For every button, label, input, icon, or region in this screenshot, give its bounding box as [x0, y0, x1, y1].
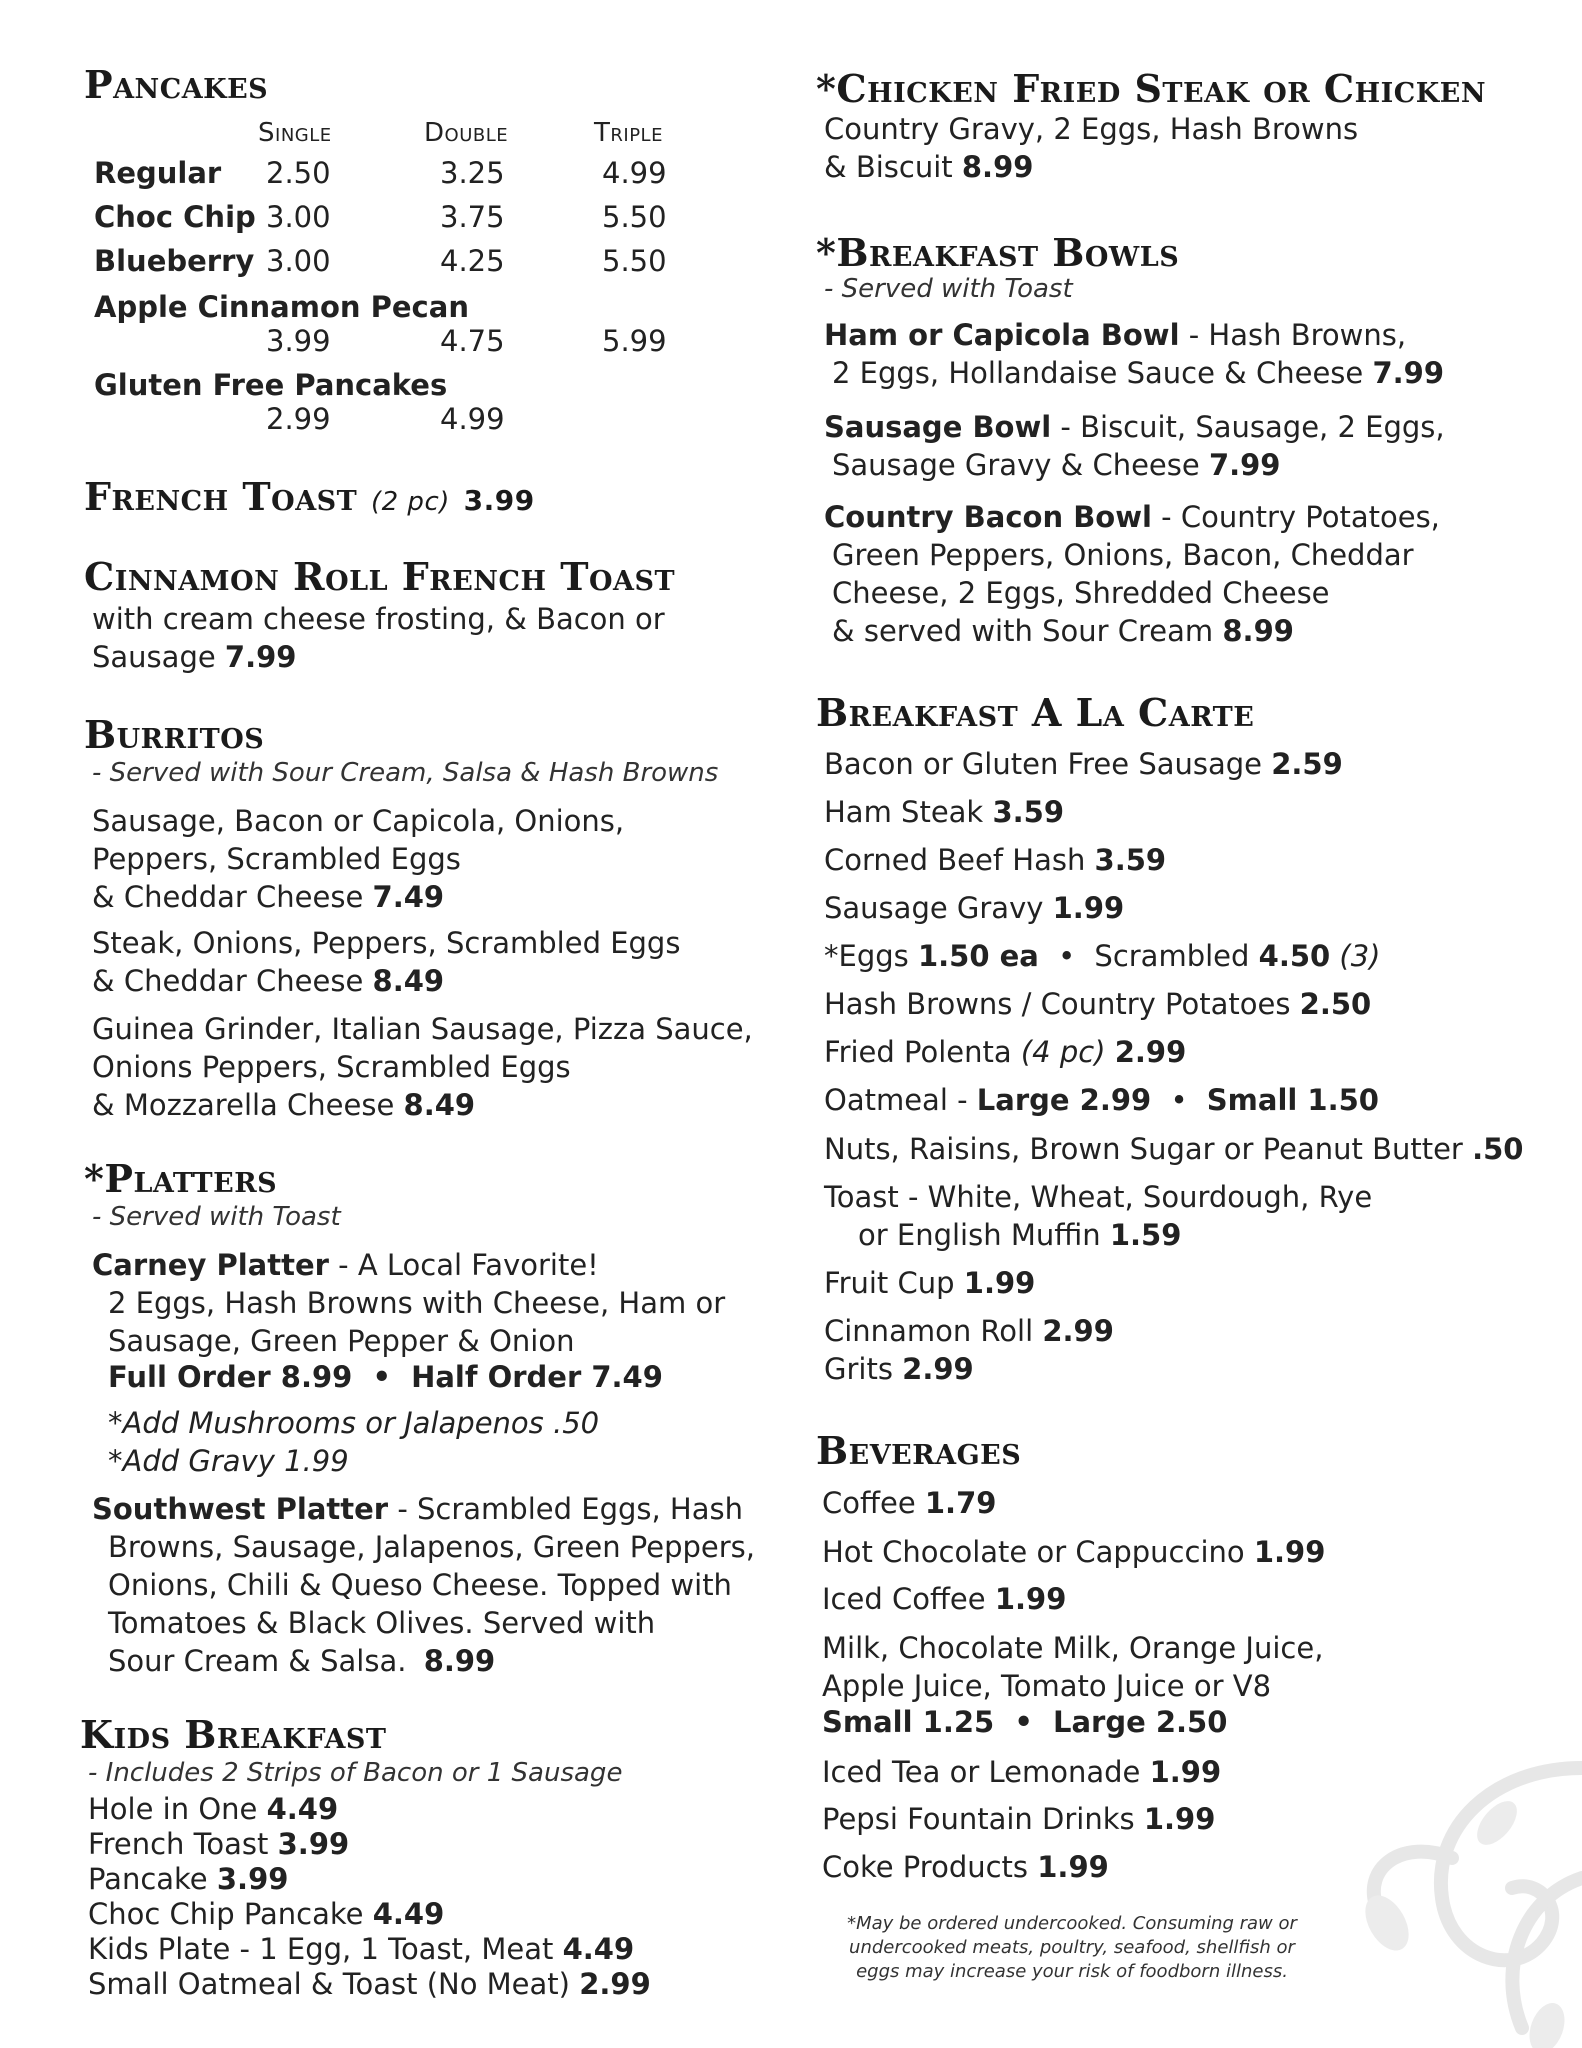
burrito-line-text: & Cheddar Cheese: [92, 880, 364, 914]
french-toast-title: French Toast: [84, 474, 358, 519]
french-toast-price: 3.99: [463, 484, 535, 517]
carte-item-price: Large 2.99: [976, 1083, 1152, 1117]
disclaimer-line: *May be ordered undercooked. Consuming raw or: [847, 1913, 1297, 1934]
pancake-double-price: 3.25: [440, 156, 505, 190]
pancake-double-price: 4.25: [440, 244, 505, 278]
beverage-milk-line: Apple Juice, Tomato Juice or V8: [822, 1669, 1272, 1703]
carte-item-price: 1.50 ea: [917, 939, 1039, 973]
undercooked-disclaimer: [812, 1912, 1332, 1984]
carte-item: [824, 1264, 1035, 1302]
french-toast-heading: [84, 474, 535, 519]
pancake-double-price: 4.75: [440, 324, 505, 358]
carney-addon: *Add Mushrooms or Jalapenos .50: [108, 1406, 600, 1440]
ham-bowl-line-last: [832, 354, 1444, 392]
beverage-name: Hot Chocolate or Cappuccino: [822, 1535, 1245, 1569]
kids-item: [88, 1930, 634, 1968]
carte-item: [824, 1312, 1114, 1350]
southwest-line-last: [108, 1642, 495, 1680]
beverages-heading: Beverages: [816, 1428, 1022, 1473]
pancake-single-price: 3.00: [266, 244, 331, 278]
carte-item-name: Sausage Gravy: [824, 891, 1044, 925]
kids-heading: Kids Breakfast: [80, 1712, 387, 1757]
carte-item-name: Grits: [824, 1352, 893, 1386]
burrito-line: Peppers, Scrambled Eggs: [92, 842, 461, 876]
pancake-name: Blueberry: [94, 244, 255, 278]
southwest-line: Onions, Chili & Queso Cheese. Topped with: [108, 1568, 732, 1602]
beverage-item: [822, 1800, 1215, 1838]
pancake-double-price: 3.75: [440, 200, 505, 234]
carte-item-note: (3): [1339, 939, 1381, 973]
carney-line: 2 Eggs, Hash Browns with Cheese, Ham or: [108, 1286, 726, 1320]
a-la-carte-heading: Breakfast A La Carte: [816, 690, 1255, 735]
ham-bowl-price: 7.99: [1372, 356, 1445, 390]
country-bowl-line: - Country Potatoes,: [1151, 500, 1440, 534]
carte-item: [824, 841, 1166, 879]
burrito-line: [92, 1086, 475, 1124]
beverage-price: 1.99: [1037, 1850, 1109, 1884]
southwest-line: Tomatoes & Black Olives. Served with: [108, 1606, 656, 1640]
carte-item-note: (4 pc): [1020, 1035, 1106, 1069]
carney-addon: *Add Gravy 1.99: [108, 1444, 349, 1478]
carte-item-price: 2.99: [902, 1352, 974, 1386]
platters-subtitle: - Served with Toast: [92, 1202, 341, 1232]
country-bowl-price: 8.99: [1222, 614, 1294, 648]
beverage-name: Coke Products: [822, 1850, 1029, 1884]
cfs-line: [824, 148, 1033, 186]
burritos-heading: Burritos: [84, 712, 265, 757]
southwest-line: Sour Cream & Salsa.: [108, 1644, 407, 1678]
sausage-bowl-line: - Biscuit, Sausage, 2 Eggs,: [1051, 410, 1445, 444]
carte-item-name: Oatmeal -: [824, 1083, 968, 1117]
cinnamon-desc-line2: [92, 638, 296, 676]
carte-item: [824, 1033, 1186, 1071]
carte-item-name: Corned Beef Hash: [824, 843, 1086, 877]
carte-item-price: 1.99: [1052, 891, 1125, 925]
separator-bullet: •: [1170, 1083, 1188, 1117]
burritos-subtitle: - Served with Sour Cream, Salsa & Hash Browns: [92, 758, 719, 788]
pancake-triple-price: 5.50: [602, 200, 667, 234]
beverage-milk-sizes: [822, 1703, 1227, 1741]
beverage-price: 1.99: [1143, 1802, 1216, 1836]
sausage-bowl-title-line: [824, 408, 1445, 446]
carte-item-price: 1.99: [963, 1266, 1036, 1300]
beverage-item: [822, 1580, 1066, 1618]
kids-item-price: 4.49: [372, 1897, 445, 1931]
kids-subtitle: - Includes 2 Strips of Bacon or 1 Sausage: [88, 1758, 623, 1788]
beverage-item: [822, 1848, 1109, 1886]
beverage-price: 1.79: [924, 1486, 997, 1520]
pancakes-col-double: Double: [424, 118, 509, 148]
southwest-price: 8.99: [423, 1644, 496, 1678]
carte-item-eggs: [824, 937, 1381, 975]
kids-item: [88, 1825, 349, 1863]
carte-item: [824, 1350, 974, 1388]
carte-item-name: Nuts, Raisins, Brown Sugar or Peanut Butter: [824, 1132, 1463, 1166]
carte-item-name: Hash Browns / Country Potatoes: [824, 987, 1291, 1021]
pancakes-col-single: Single: [258, 118, 332, 148]
sausage-bowl-line: Sausage Gravy & Cheese: [832, 448, 1200, 482]
beverage-item: [822, 1533, 1325, 1571]
carte-item-price: 2.59: [1271, 747, 1343, 781]
carte-item-price: 2.99: [1114, 1035, 1187, 1069]
carte-item-oatmeal: [824, 1081, 1379, 1119]
separator-bullet: •: [1014, 1705, 1033, 1739]
sausage-bowl-name: Sausage Bowl: [824, 410, 1052, 444]
burrito-price: 8.49: [372, 964, 445, 998]
separator-bullet: •: [1058, 939, 1076, 973]
country-bowl-line: Cheese, 2 Eggs, Shredded Cheese: [832, 576, 1330, 610]
breakfast-bowls-heading: *Breakfast Bowls: [816, 230, 1180, 275]
carte-item-price: 1.59: [1109, 1218, 1182, 1252]
burrito-line: Steak, Onions, Peppers, Scrambled Eggs: [92, 926, 681, 960]
cinnamon-desc-text: Sausage: [92, 640, 216, 674]
beverage-milk-line: Milk, Chocolate Milk, Orange Juice,: [822, 1631, 1324, 1665]
carney-tag: - A Local Favorite!: [328, 1248, 599, 1282]
beverage-item: [822, 1484, 996, 1522]
carte-item-name: Fried Polenta: [824, 1035, 1012, 1069]
southwest-title-line: [92, 1490, 743, 1528]
carney-name: Carney Platter: [92, 1248, 329, 1282]
kids-item-price: 3.99: [216, 1862, 289, 1896]
carte-item-name: Ham Steak: [824, 795, 984, 829]
pancake-single-price: 2.99: [266, 402, 331, 436]
kids-item-name: Choc Chip Pancake: [88, 1897, 364, 1931]
carte-item: [824, 889, 1124, 927]
kids-item-price: 4.49: [562, 1932, 635, 1966]
burrito-price: 8.49: [403, 1088, 476, 1122]
country-bowl-line-last: [832, 612, 1294, 650]
pancake-single-price: 3.00: [266, 200, 331, 234]
ham-bowl-line: 2 Eggs, Hollandaise Sauce & Cheese: [832, 356, 1364, 390]
carte-item-toast-line: Toast - White, Wheat, Sourdough, Rye: [824, 1180, 1373, 1214]
pancake-name: Gluten Free Pancakes: [94, 368, 448, 402]
beverage-name: Coffee: [822, 1486, 916, 1520]
kids-item-name: French Toast: [88, 1827, 269, 1861]
pancake-name: Choc Chip: [94, 200, 256, 234]
beverage-price: 1.99: [994, 1582, 1067, 1616]
burrito-line: [92, 962, 444, 1000]
beverage-price: 1.99: [1253, 1535, 1326, 1569]
carte-item: [824, 1130, 1523, 1168]
cfs-line-text: & Biscuit: [824, 150, 953, 184]
cfs-price: 8.99: [961, 150, 1034, 184]
pancake-triple-price: 5.50: [602, 244, 667, 278]
carney-full-order: Full Order 8.99: [108, 1360, 353, 1394]
beverage-price: Small 1.25: [822, 1705, 995, 1739]
pancakes-heading: Pancakes: [84, 62, 269, 107]
pancake-name: Apple Cinnamon Pecan: [94, 290, 469, 324]
beverage-name: Pepsi Fountain Drinks: [822, 1802, 1135, 1836]
country-bowl-name: Country Bacon Bowl: [824, 500, 1152, 534]
cinnamon-roll-heading: Cinnamon Roll French Toast: [84, 554, 676, 599]
carney-half-order: Half Order 7.49: [411, 1360, 663, 1394]
ham-bowl-title-line: [824, 316, 1406, 354]
carte-item-price: .50: [1472, 1132, 1524, 1166]
beverage-name: Iced Coffee: [822, 1582, 986, 1616]
southwest-line: Browns, Sausage, Jalapenos, Green Peppers,: [108, 1530, 756, 1564]
decorative-swirl-icon: [1282, 1728, 1582, 2048]
carney-orders: [108, 1358, 663, 1396]
kids-item-name: Kids Plate - 1 Egg, 1 Toast, Meat: [88, 1932, 554, 1966]
cfs-line: Country Gravy, 2 Eggs, Hash Browns: [824, 112, 1359, 146]
chicken-fried-steak-heading: *Chicken Fried Steak or Chicken: [816, 66, 1487, 111]
pancake-single-price: 3.99: [266, 324, 331, 358]
carte-item-price: 3.59: [992, 795, 1065, 829]
burrito-line: Guinea Grinder, Italian Sausage, Pizza Sauce,: [92, 1012, 753, 1046]
burrito-line: Sausage, Bacon or Capicola, Onions,: [92, 804, 625, 838]
southwest-line: - Scrambled Eggs, Hash: [388, 1492, 743, 1526]
carte-item-name: or English Muffin: [858, 1218, 1101, 1252]
country-bowl-line: & served with Sour Cream: [832, 614, 1214, 648]
disclaimer-line: undercooked meats, poultry, seafood, shellfish or: [849, 1937, 1295, 1958]
country-bowl-line: Green Peppers, Onions, Bacon, Cheddar: [832, 538, 1414, 572]
beverage-name: Iced Tea or Lemonade: [822, 1755, 1141, 1789]
kids-item-price: 4.49: [266, 1792, 339, 1826]
carte-item-name: Cinnamon Roll: [824, 1314, 1034, 1348]
pancakes-col-triple: Triple: [594, 118, 663, 148]
kids-item: [88, 1860, 288, 1898]
carte-item-name: Fruit Cup: [824, 1266, 955, 1300]
kids-item: [88, 1965, 651, 2003]
kids-item: [88, 1895, 444, 1933]
carney-line: Sausage, Green Pepper & Onion: [108, 1324, 575, 1358]
disclaimer-line: eggs may increase your risk of foodborn illness.: [856, 1961, 1288, 1982]
beverage-price: 1.99: [1149, 1755, 1222, 1789]
kids-item: [88, 1790, 338, 1828]
southwest-name: Southwest Platter: [92, 1492, 389, 1526]
carte-item-price: Small 1.50: [1206, 1083, 1379, 1117]
kids-item-price: 2.99: [579, 1967, 651, 2001]
burrito-line-text: & Mozzarella Cheese: [92, 1088, 395, 1122]
carte-item-name: *Eggs: [824, 939, 909, 973]
beverage-item: [822, 1753, 1221, 1791]
kids-item-name: Pancake: [88, 1862, 208, 1896]
sausage-bowl-price: 7.99: [1208, 448, 1281, 482]
pancake-name: Regular: [94, 156, 222, 190]
beverage-price: Large 2.50: [1052, 1705, 1228, 1739]
pancake-single-price: 2.50: [266, 156, 331, 190]
carte-item: [858, 1216, 1181, 1254]
burrito-price: 7.49: [372, 880, 445, 914]
burrito-line-text: & Cheddar Cheese: [92, 964, 364, 998]
pancake-triple-price: 5.99: [602, 324, 667, 358]
carte-item: [824, 793, 1064, 831]
carte-item-price: 4.50: [1258, 939, 1331, 973]
carte-item-price: 3.59: [1094, 843, 1167, 877]
bowls-subtitle: - Served with Toast: [824, 274, 1073, 304]
kids-item-price: 3.99: [277, 1827, 350, 1861]
carte-item-price: 2.99: [1042, 1314, 1114, 1348]
carte-item: [824, 985, 1371, 1023]
separator-bullet: •: [372, 1360, 391, 1394]
pancake-triple-price: 4.99: [602, 156, 667, 190]
country-bowl-title-line: [824, 498, 1440, 536]
pancake-double-price: 4.99: [440, 402, 505, 436]
ham-bowl-line: - Hash Browns,: [1179, 318, 1407, 352]
carte-item-price: 2.50: [1299, 987, 1372, 1021]
kids-item-name: Hole in One: [88, 1792, 258, 1826]
carney-title-line: [92, 1246, 599, 1284]
french-toast-note: (2 pc): [370, 487, 450, 517]
kids-item-name: Small Oatmeal & Toast (No Meat): [88, 1967, 570, 2001]
carte-item-name: Scrambled: [1094, 939, 1250, 973]
carte-item-name: Bacon or Gluten Free Sausage: [824, 747, 1263, 781]
sausage-bowl-line-last: [832, 446, 1281, 484]
burrito-line: [92, 878, 444, 916]
burrito-line: Onions Peppers, Scrambled Eggs: [92, 1050, 571, 1084]
platters-heading: *Platters: [84, 1156, 278, 1201]
cinnamon-price: 7.99: [224, 640, 297, 674]
cinnamon-desc-line1: with cream cheese frosting, & Bacon or: [92, 602, 665, 636]
ham-bowl-name: Ham or Capicola Bowl: [824, 318, 1180, 352]
carte-item: [824, 745, 1343, 783]
